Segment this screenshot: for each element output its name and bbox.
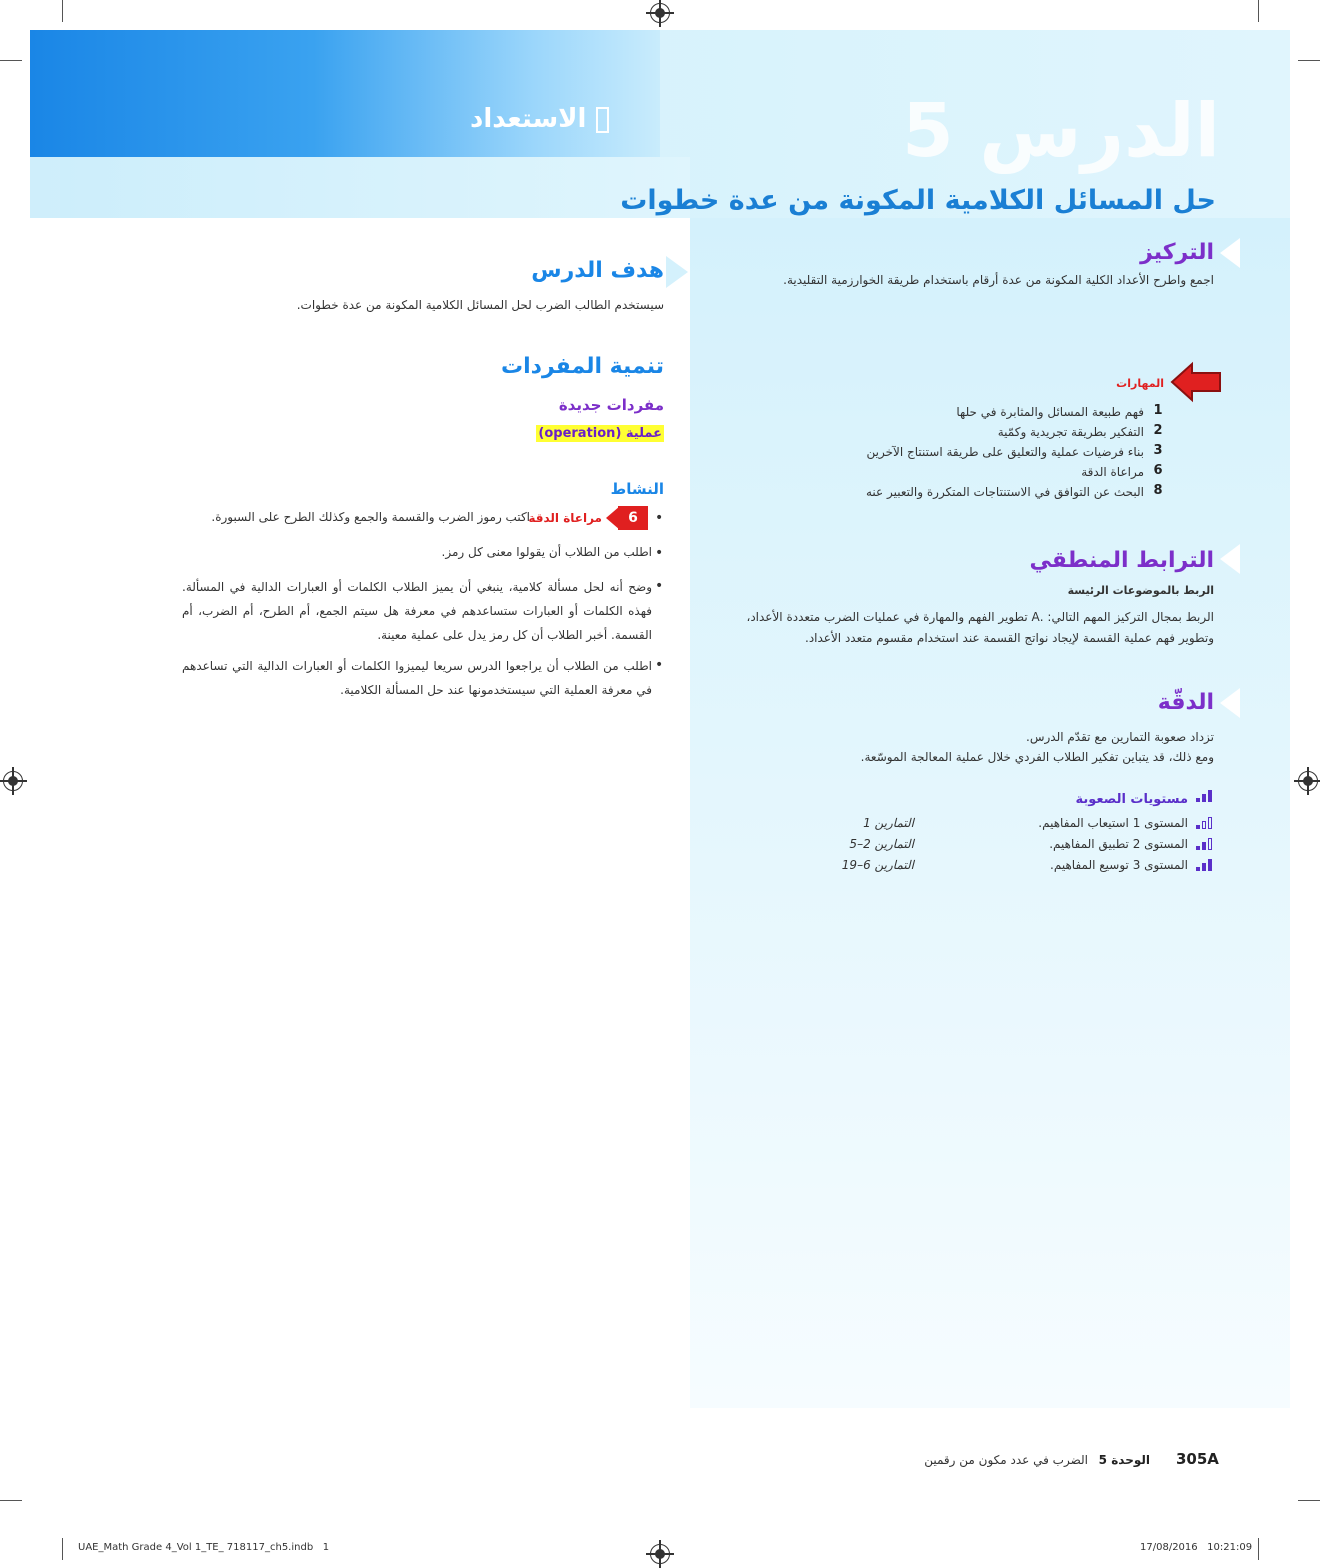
footer-unit: الوحدة 5 — [1098, 1453, 1150, 1467]
banner-left-panel — [60, 157, 690, 218]
registration-mark-icon — [650, 3, 670, 23]
practice-item: بناء فرضيات عملية والتعليق على طريقة استنتاج الآخرين — [866, 445, 1144, 459]
practice-badge: 6 — [618, 506, 648, 530]
level-2-icon — [1196, 838, 1212, 850]
slug-date: 17/08/2016 10:21:09 — [1140, 1542, 1253, 1553]
page-title: حل المسائل الكلامية المكونة من عدة خطوات — [620, 185, 1216, 216]
vocab-subheading: مفردات جديدة — [558, 396, 664, 414]
activity-bullet-text: اطلب من الطلاب أن يراجعوا الدرس سريعا ليميزوا الكلمات أو العبارات الدالية التي تساعدهم في معرفة العملية التي سيستخدمونها عند حل المسألة الكلامية. — [182, 659, 652, 697]
rigor-pointer-icon — [1220, 688, 1240, 718]
level-row-exercises: التمارين 2–5 — [849, 837, 914, 851]
practice-badge-label: مراعاة الدقة — [528, 511, 602, 525]
footer-text: الضرب في عدد مكون من رقمين — [924, 1453, 1088, 1467]
lesson-title: الدرس 5 — [902, 88, 1220, 174]
activity-bullet-text: اكتب رموز الضرب والقسمة والجمع وكذلك الطرح على السبورة. — [211, 510, 530, 524]
crop-mark — [0, 1500, 22, 1501]
coherence-line: وتطوير فهم عملية القسمة لإيجاد نواتج القسمة عند استخدام مقسوم متعدد الأعداد. — [805, 631, 1214, 645]
registration-mark-icon — [650, 1544, 670, 1564]
practice-item: البحث عن التوافق في الاستنتاجات المتكررة والتعبير عنه — [865, 485, 1144, 499]
practice-number: 8 — [1153, 483, 1163, 498]
level-row-exercises: التمارين 1 — [863, 816, 914, 830]
coherence-line: الربط بمجال التركيز المهم التالي: .A تطوير الفهم والمهارة في عمليات الضرب متعددة الأعداد، — [746, 610, 1214, 624]
rigor-heading: الدقّة — [1157, 690, 1214, 715]
level-3-icon — [1196, 859, 1212, 871]
crop-mark — [62, 0, 63, 22]
level-row-exercises: التمارين 6–19 — [841, 858, 914, 872]
registration-mark-icon — [1298, 771, 1318, 791]
crop-mark — [1298, 1500, 1320, 1501]
crop-mark — [1298, 60, 1320, 61]
focus-pointer-icon — [1220, 238, 1240, 268]
practices-arrow-icon — [1168, 360, 1224, 404]
practice-number: 3 — [1153, 443, 1163, 458]
crop-mark — [1258, 1538, 1259, 1560]
activity-bullet-text: وضح أنه لحل مسألة كلامية، ينبغي أن يميز الطلاب الكلمات أو العبارات الدالية في المسألة. فهذه الكلمات أو العبارات ستساعدهم في معرفة هل سيتم الجمع، أم الطرح، أم الضرب، أم القسمة. أخبر الطلاب أن كل رمز يدل على عملية معينة. — [182, 580, 652, 642]
difficulty-bars-icon — [1196, 790, 1212, 802]
prep-box-icon — [596, 107, 609, 133]
level-row-label: المستوى 3 توسيع المفاهيم. — [1050, 858, 1188, 872]
bullet-icon: • — [655, 578, 664, 594]
rigor-line: تزداد صعوبة التمارين مع تقدّم الدرس. — [1026, 730, 1214, 744]
page-number: 305A — [1176, 1450, 1219, 1468]
coherence-heading: الترابط المنطقي — [1029, 548, 1214, 573]
goal-pointer-icon — [666, 256, 688, 288]
level-1-icon — [1196, 817, 1212, 829]
crop-mark — [0, 60, 22, 61]
vocab-heading: تنمية المفردات — [501, 354, 664, 379]
prep-label: الاستعداد — [470, 104, 587, 134]
rigor-line: ومع ذلك، قد يتباين تفكير الطلاب الفردي خلال عملية المعالجة الموسّعة. — [860, 750, 1214, 764]
practices-label: المهارات — [1116, 377, 1164, 390]
practice-number: 2 — [1153, 423, 1163, 438]
levels-heading: مستويات الصعوبة — [1075, 792, 1188, 807]
bullet-icon: • — [655, 510, 664, 526]
lesson-goal-text: سيستخدم الطالب الضرب لحل المسائل الكلامية المكونة من عدة خطوات. — [296, 298, 664, 312]
focus-heading: التركيز — [1140, 240, 1214, 265]
bullet-icon: • — [655, 545, 664, 561]
crop-mark — [62, 1538, 63, 1560]
focus-text: اجمع واطرح الأعداد الكلية المكونة من عدة أرقام باستخدام طريقة الخوارزمية التقليدية. — [783, 273, 1214, 287]
vocab-term: عملية (operation) — [538, 426, 662, 441]
bullet-icon: • — [655, 657, 664, 673]
practice-item: مراعاة الدقة — [1081, 465, 1144, 479]
registration-mark-icon — [3, 771, 23, 791]
slug-file: UAE_Math Grade 4_Vol 1_TE_ 718117_ch5.indb 1 — [78, 1542, 330, 1553]
banner-blue-band — [30, 30, 660, 157]
level-row-label: المستوى 2 تطبيق المفاهيم. — [1049, 837, 1188, 851]
practice-item: فهم طبيعة المسائل والمثابرة في حلها — [956, 405, 1144, 419]
crop-mark — [1258, 0, 1259, 22]
practice-number: 6 — [1153, 463, 1163, 478]
level-row-label: المستوى 1 استيعاب المفاهيم. — [1038, 816, 1188, 830]
practice-item: التفكير بطريقة تجريدية وكمّية — [997, 425, 1144, 439]
coherence-subheading: الربط بالموضوعات الرئيسة — [1067, 584, 1214, 597]
coherence-pointer-icon — [1220, 544, 1240, 574]
lesson-goal-heading: هدف الدرس — [531, 258, 664, 283]
activity-bullet-text: اطلب من الطلاب أن يقولوا معنى كل رمز. — [441, 545, 652, 559]
activity-heading: النشاط — [610, 480, 664, 498]
practice-number: 1 — [1153, 403, 1163, 418]
